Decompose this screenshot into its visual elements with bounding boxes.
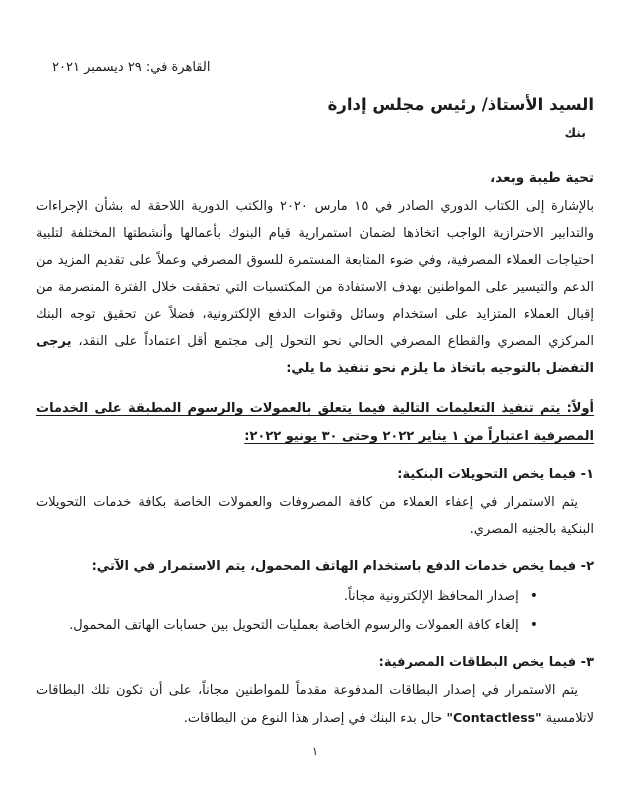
- intro-text: بالإشارة إلى الكتاب الدوري الصادر في ١٥ مارس ٢٠٢٠ والكتب الدورية اللاحقة له بشأن الإجراءات والتدابير الاحترازية الواجب اتخاذها لضمان استمرارية قيام البنوك بأعمالها وأنشطتها المختلفة لتلبية احتياجات العملاء المصرفية، وفي ضوء المتابعة المستمرة للسوق المصرفي وعملاً على تقديم المزيد من الدعم والتيسير على المواطنين بهدف الاستفادة من المكتسبات التي تحققت خلال الفترة المنصرمة من إقبال العملاء المتزايد على استخدام وسائل وقنوات الدفع الإلكترونية، فضلاً عن تحقيق توجه البنك المركزي المصري والقطاع المصرفي الحالي نحو التحول إلى مجتمع أقل اعتماداً على النقد،: [36, 199, 594, 349]
- section-3-heading: ٣- فيما يخص البطاقات المصرفية:: [378, 655, 594, 670]
- list-item: • إلغاء كافة العمولات والرسوم الخاصة بعمليات التحويل بين حسابات الهاتف المحمول.: [36, 611, 538, 640]
- intro-directive-bold: يرجى التفضل بالتوجيه باتخاذ ما يلزم نحو تنفيذ ما يلي:: [36, 334, 594, 376]
- page-number: ١: [311, 744, 319, 758]
- intro-paragraph: [36, 193, 594, 382]
- list-item: • إصدار المحافظ الإلكترونية مجاناً.: [36, 582, 538, 611]
- greeting-line: تحية طيبة وبعد،: [490, 170, 594, 186]
- section-2-bullet-list: [36, 582, 594, 640]
- section-3-body: [36, 677, 594, 732]
- section-1-body: يتم الاستمرار في إعفاء العملاء من كافة المصروفات والعمولات الخاصة بكافة خدمات التحويلات البنكية بالجنيه المصري.: [36, 495, 594, 537]
- section-3-body-after: حال بدء البنك في إصدار هذا النوع من البطاقات.: [183, 711, 447, 726]
- first-instruction-heading: أولاً: يتم تنفيذ التعليمات التالية فيما يتعلق بالعمولات والرسوم المطبقة على الخدمات المصرفية اعتباراً من ١ يناير ٢٠٢٢ وحتى ٣٠ يونيو ٢٠٢٢:: [36, 401, 594, 444]
- recipient-title: السيد الأستاذ/ رئيس مجلس إدارة: [327, 95, 594, 114]
- section-3-body-before: يتم الاستمرار في إصدار البطاقات المدفوعة مقدماً للمواطنين مجاناً، على أن تكون تلك البطاقات لاتلامسية: [36, 683, 594, 726]
- date-line: القاهرة في: ٢٩ ديسمبر ٢٠٢١: [52, 60, 211, 75]
- recipient-organization: بنك: [564, 125, 586, 140]
- section-1-heading: ١- فيما يخص التحويلات البنكية:: [397, 467, 594, 482]
- section-2-heading: ٢- فيما يخص خدمات الدفع باستخدام الهاتف المحمول، يتم الاستمرار في الآتي:: [91, 559, 594, 574]
- contactless-term: "Contactless": [446, 710, 542, 725]
